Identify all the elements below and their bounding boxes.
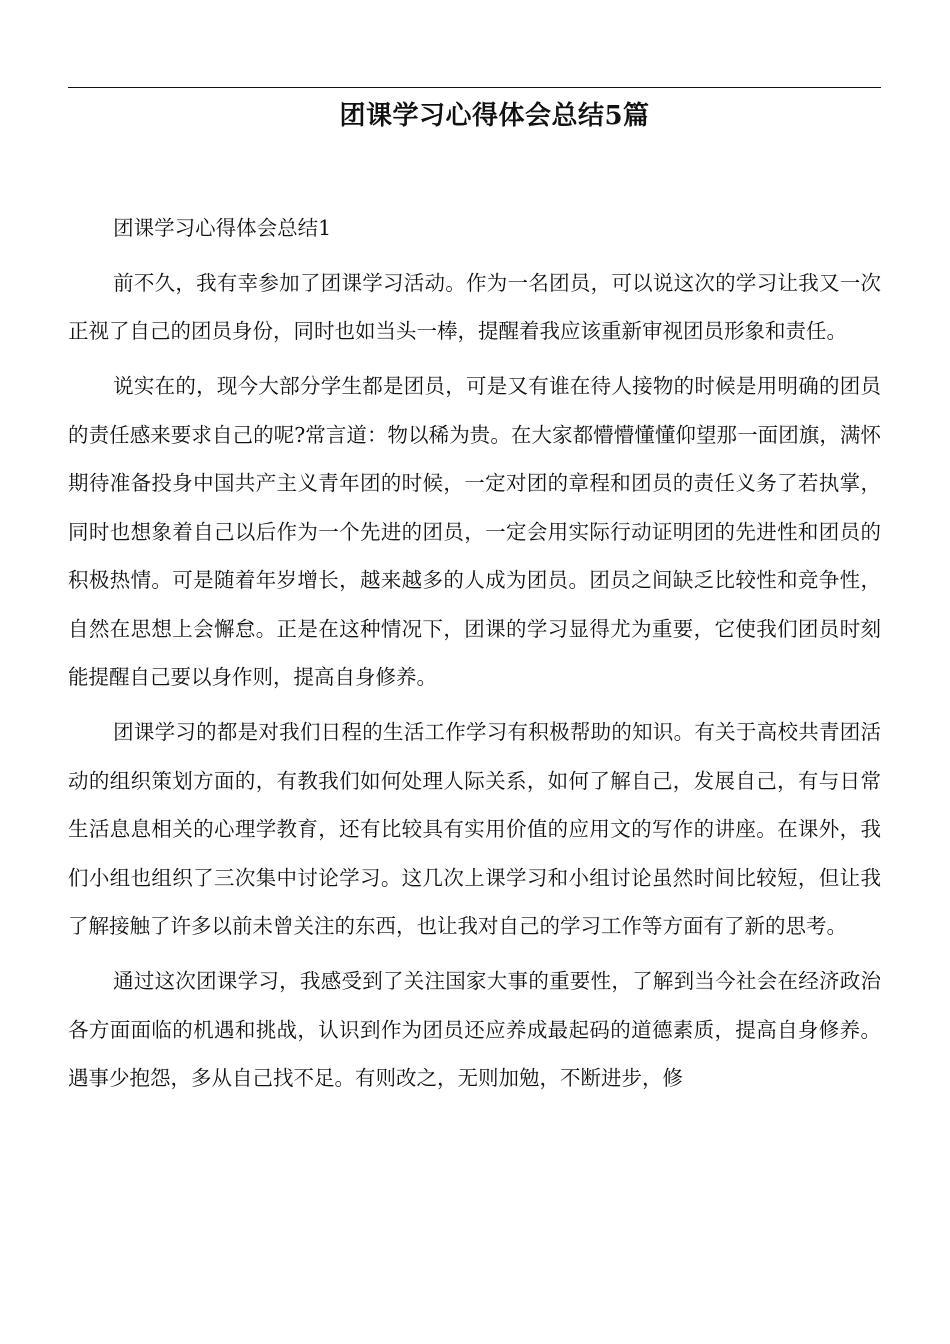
paragraph: 前不久，我有幸参加了团课学习活动。作为一名团员，可以说这次的学习让我又一次正视了自己的团员身份，同时也如当头一棒，提醒着我应该重新审视团员形象和责任。 xyxy=(68,270,881,343)
paragraph: 团课学习的都是对我们日程的生活工作学习有积极帮助的知识。有关于高校共青团活动的组织策划方面的，有教我们如何处理人际关系，如何了解自己，发展自己，有与日常生活息息相关的心理学教育，还有比较具有实用价值的应用文的写作的讲座。在课外，我们小组也组织了三次集中讨论学习。这几次上课学习和小组讨论虽然时间比较短，但让我了解接触了许多以前未曾关注的东西，也让我对自己的学习工作等方面有了新的思考。 xyxy=(68,720,881,938)
paragraph: 说实在的，现今大部分学生都是团员，可是又有谁在待人接物的时候是用明确的团员的责任感来要求自己的呢?常言道：物以稀为贵。在大家都懵懵懂懂仰望那一面团旗，满怀期待准备投身中国共产主义青年团的时候，一定对团的章程和团员的责任义务了若执掌，同时也想象着自己以后作为一个先进的团员，一定会用实际行动证明团的先进性和团员的积极热情。可是随着年岁增长，越来越多的人成为团员。团员之间缺乏比较性和竞争性，自然在思想上会懈怠。正是在这种情况下，团课的学习显得尤为重要，它使我们团员时刻能提醒自己要以身作则，提高自身修养。 xyxy=(68,374,881,689)
section-heading: 团课学习心得体会总结1 xyxy=(113,216,332,240)
document-title: 团课学习心得体会总结5篇 xyxy=(339,101,650,131)
paragraph: 通过这次团课学习，我感受到了关注国家大事的重要性，了解到当今社会在经济政治各方面面临的机遇和挑战，认识到作为团员还应养成最起码的道德素质，提高自身修养。遇事少抱怨，多从自己找不足。有则改之，无则加勉，不断进步，修 xyxy=(68,969,881,1090)
document-body xyxy=(68,204,881,1109)
header-rule xyxy=(68,87,881,88)
